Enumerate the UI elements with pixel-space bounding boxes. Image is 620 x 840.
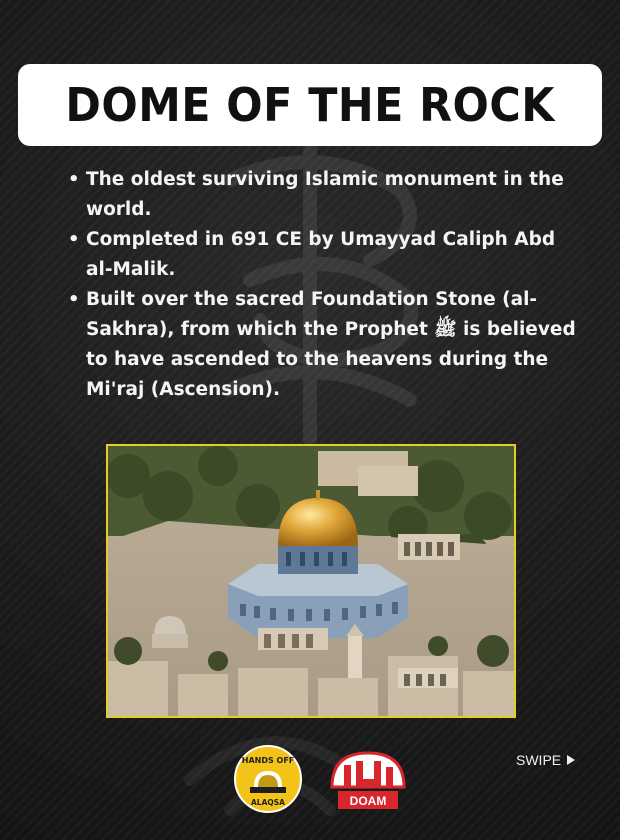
- title-banner: [18, 64, 602, 146]
- list-item-line: The oldest surviving Islamic monument in the: [86, 169, 564, 190]
- bullet-dot: •: [68, 169, 80, 190]
- hands-off-alaqsa-logo: [232, 743, 304, 815]
- bullet-dot: •: [68, 289, 80, 310]
- list-item-line: al-Malik.: [86, 259, 176, 280]
- bullet-dot: •: [68, 229, 80, 250]
- alaqsa-text: ALAQSA: [251, 798, 285, 807]
- fact-list: [64, 165, 584, 405]
- swipe-indicator[interactable]: [516, 752, 575, 768]
- doam-logo: [326, 745, 410, 815]
- list-item: [64, 225, 584, 285]
- doam-label: DOAM: [349, 794, 387, 808]
- list-item-line: Sakhra), from which the Prophet ﷺ is believed: [86, 319, 576, 340]
- list-item-line: to have ascended to the heavens during the: [86, 349, 549, 370]
- list-item-line: Mi'raj (Ascension).: [86, 379, 280, 400]
- page-title: DOME OF THE ROCK: [65, 78, 555, 132]
- list-item-line: Completed in 691 CE by Umayyad Caliph Abd: [86, 229, 556, 250]
- list-item: [64, 165, 584, 225]
- list-item-line: world.: [86, 199, 152, 220]
- play-arrow-icon: [567, 755, 575, 765]
- dome-photo: [106, 444, 516, 718]
- list-item-line: Built over the sacred Foundation Stone (al-: [86, 289, 538, 310]
- dome-of-the-rock-illustration: [108, 446, 514, 716]
- swipe-label: SWIPE: [516, 752, 562, 768]
- hands-off-text: HANDS OFF: [241, 756, 295, 765]
- list-item: [64, 285, 584, 405]
- logo-row: [0, 735, 620, 825]
